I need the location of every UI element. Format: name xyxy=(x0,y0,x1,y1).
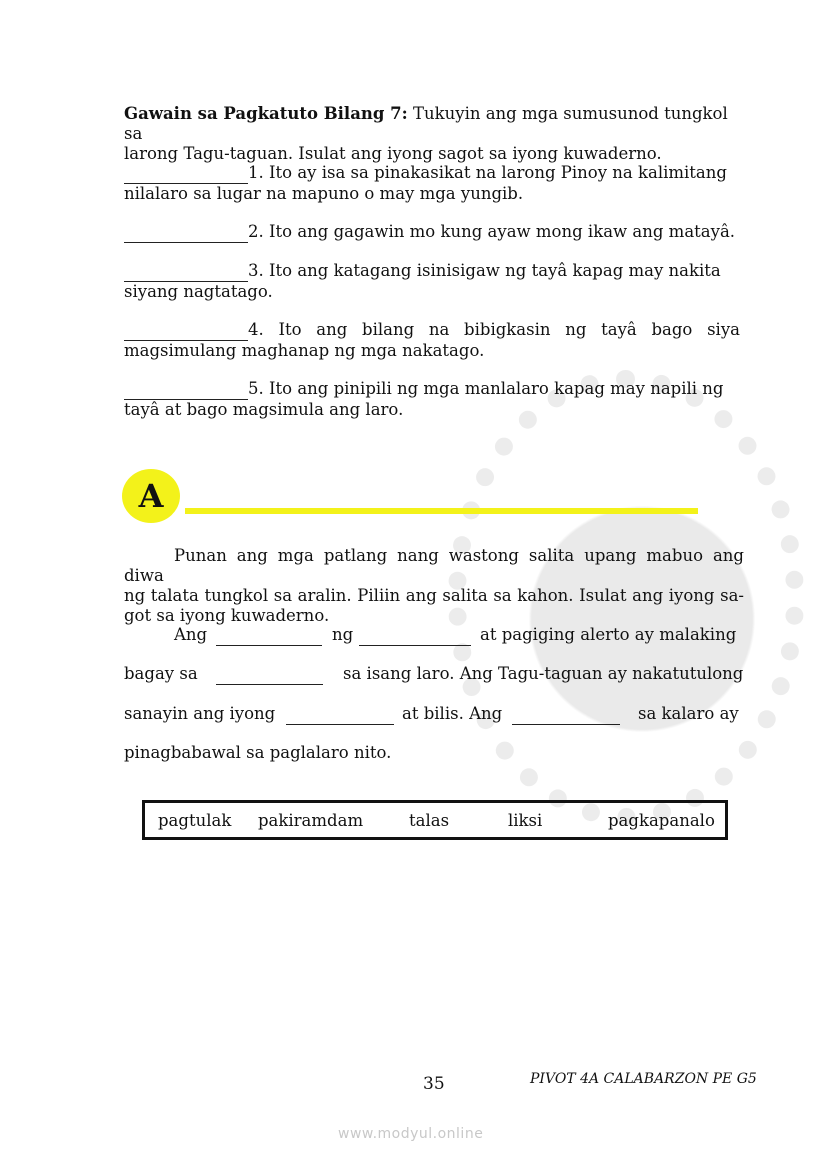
word-choice: pagtulak xyxy=(158,810,232,830)
fill-blank[interactable] xyxy=(359,625,471,646)
question-text-cont: siyang nagtatago. xyxy=(124,282,273,301)
text: sanayin ang iyong xyxy=(124,704,276,723)
section-a-instruction xyxy=(124,546,744,626)
instruction-line: Punan ang mga patlang nang wastong salita upang mabuo ang diwa xyxy=(124,546,744,585)
text: ng xyxy=(332,625,354,644)
instruction-line: ng talata tungkol sa aralin. Piliin ang salita sa kahon. Isulat ang iyong sa- xyxy=(124,586,744,605)
question-text: 1. Ito ay isa sa pinakasikat na larong Pinoy na kalimitang xyxy=(248,163,727,182)
question-item-1 xyxy=(124,163,740,204)
question-text: 2. Ito ang gagawin mo kung ayaw mong ikaw ang matayâ. xyxy=(248,222,736,241)
word-choice: pagkapanalo xyxy=(608,810,715,830)
word-choice: talas xyxy=(409,810,450,830)
fill-blank[interactable] xyxy=(286,704,394,725)
website-watermark: www.modyul.online xyxy=(338,1126,484,1142)
activity-intro-line2: larong Tagu-taguan. Isulat ang iyong sagot sa iyong kuwaderno. xyxy=(124,144,662,163)
answer-blank[interactable] xyxy=(124,163,248,184)
fill-blank[interactable] xyxy=(216,664,323,685)
text: Ang xyxy=(174,625,208,644)
question-text-cont: magsimulang maghanap ng mga nakatago. xyxy=(124,341,485,360)
activity-intro xyxy=(124,104,744,164)
question-item-3 xyxy=(124,261,740,302)
fill-blank[interactable] xyxy=(512,704,620,725)
section-a-badge: A xyxy=(122,469,180,523)
fill-blank[interactable] xyxy=(216,625,322,646)
word-choice: pakiramdam xyxy=(258,810,364,830)
answer-blank[interactable] xyxy=(124,222,248,243)
section-divider xyxy=(185,508,698,514)
text: at bilis. Ang xyxy=(402,704,503,723)
question-item-2 xyxy=(124,222,740,243)
question-text: 3. Ito ang katagang isinisigaw ng tayâ kapag may nakita xyxy=(248,261,721,280)
word-choice-box xyxy=(142,800,728,840)
answer-blank[interactable] xyxy=(124,261,248,282)
question-text: 5. Ito ang pinipili ng mga manlalaro kapag may napili ng xyxy=(248,379,724,398)
question-item-4 xyxy=(124,320,740,361)
question-item-5 xyxy=(124,379,740,420)
activity-intro-line1: Tukuyin ang mga sumusunod tungkol sa xyxy=(124,104,728,143)
page-number: 35 xyxy=(423,1074,445,1094)
text: pinagbabawal sa paglalaro nito. xyxy=(124,743,392,762)
fill-line-4 xyxy=(124,743,744,763)
footer-title: PIVOT 4A CALABARZON PE G5 xyxy=(530,1071,757,1087)
word-choice: liksi xyxy=(508,810,543,830)
answer-blank[interactable] xyxy=(124,320,248,341)
activity-heading: Gawain sa Pagkatuto Bilang 7: xyxy=(124,104,408,123)
text: bagay sa xyxy=(124,664,198,683)
question-text-cont: nilalaro sa lugar na mapuno o may mga yungib. xyxy=(124,184,524,203)
instruction-line: got sa iyong kuwaderno. xyxy=(124,606,330,625)
text: at pagiging alerto ay malaking xyxy=(480,625,737,644)
text: sa isang laro. Ang Tagu-taguan ay nakatutulong xyxy=(343,664,744,683)
question-text: 4. Ito ang bilang na bibigkasin ng tayâ bago siya xyxy=(248,320,740,339)
text: sa kalaro ay xyxy=(638,704,739,723)
question-text-cont: tayâ at bago magsimula ang laro. xyxy=(124,400,404,419)
answer-blank[interactable] xyxy=(124,379,248,400)
